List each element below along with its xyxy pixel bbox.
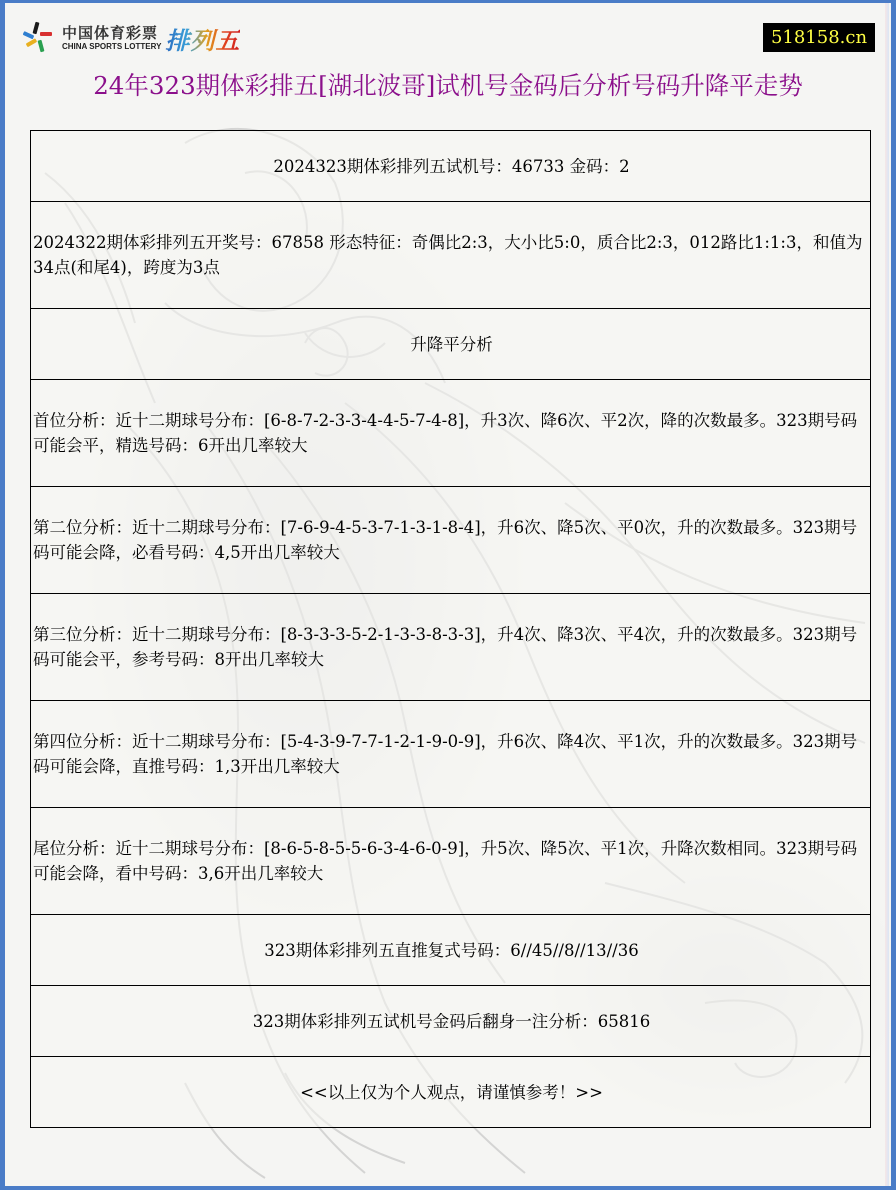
table-row [31,380,871,487]
position-2-analysis-cell: 第二位分析：近十二期球号分布：[7-6-9-4-5-3-7-1-3-1-8-4]，升6次、降5次、平0次，升的次数最多。323期号码可能会降，必看号码：4,5开出几率较大 [31,487,871,594]
position-4-analysis-cell: 第四位分析：近十二期球号分布：[5-4-3-9-7-7-1-2-1-9-0-9]，升6次、降4次、平1次，升的次数最多。323期号码可能会降，直推号码：1,3开出几率较大 [31,701,871,808]
table-row [31,309,871,380]
lottery-logo[interactable] [20,20,240,56]
table-row [31,808,871,915]
logo-chinese-name: 中国体育彩票 [62,23,159,42]
section-heading-cell: 升降平分析 [31,309,871,380]
logo-english-name: CHINA SPORTS LOTTERY [62,41,162,51]
single-bet-cell: 323期体彩排列五试机号金码后翻身一注分析：65816 [31,986,871,1057]
analysis-table [30,130,871,1128]
table-row [31,594,871,701]
table-row [31,915,871,986]
disclaimer-cell: <<以上仅为个人观点，请谨慎参考！>> [31,1057,871,1128]
site-header [5,3,891,63]
table-row [31,986,871,1057]
table-row [31,701,871,808]
china-sports-lottery-star-icon [20,20,56,56]
table-row [31,487,871,594]
table-row [31,1057,871,1128]
table-row [31,131,871,202]
page-title: 24年323期体彩排五[湖北波哥]试机号金码后分析号码升降平走势 [93,71,803,100]
trial-number-cell: 2024323期体彩排列五试机号：46733 金码：2 [31,131,871,202]
position-1-analysis-cell: 首位分析：近十二期球号分布：[6-8-7-2-3-3-4-4-5-7-4-8]，升3次、降6次、平2次，降的次数最多。323期号码可能会平，精选号码：6开出几率较大 [31,380,871,487]
direct-compound-cell: 323期体彩排列五直推复式号码：6//45//8//13//36 [31,915,871,986]
position-5-analysis-cell: 尾位分析：近十二期球号分布：[8-6-5-8-5-5-6-3-4-6-0-9]，升5次、降5次、平1次，升降次数相同。323期号码可能会降，看中号码：3,6开出几率较大 [31,808,871,915]
last-draw-cell: 2024322期体彩排列五开奖号：67858 形态特征：奇偶比2:3，大小比5:0，质合比2:3，012路比1:1:3，和值为34点(和尾4)，跨度为3点 [31,202,871,309]
logo-game-name: 排列五 [165,21,240,56]
table-row [31,202,871,309]
position-3-analysis-cell: 第三位分析：近十二期球号分布：[8-3-3-3-5-2-1-3-3-8-3-3]，升4次、降3次、平4次，升的次数最多。323期号码可能会平，参考号码：8开出几率较大 [31,594,871,701]
site-domain-badge[interactable]: 518158.cn [763,23,875,52]
